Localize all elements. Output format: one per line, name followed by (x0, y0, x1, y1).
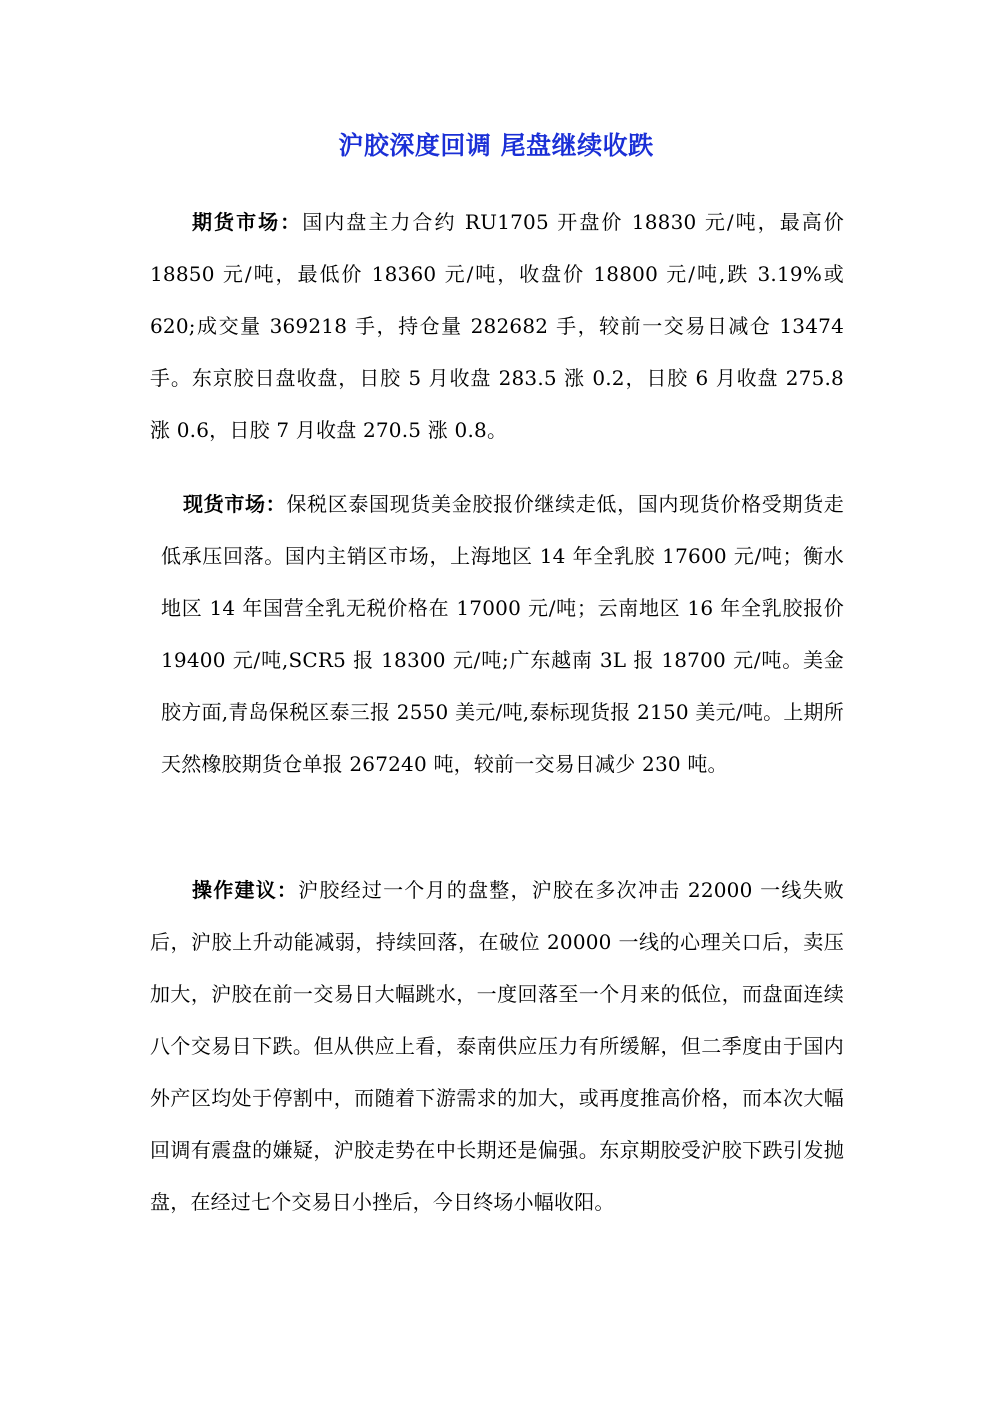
document-title: 沪胶深度回调 尾盘继续收跌 (338, 131, 654, 160)
futures-market-text: 国内盘主力合约 RU1705 开盘价 18830 元/吨，最高价 18850 元/吨，最低价 18360 元/吨，收盘价 18800 元/吨,跌 3.19%或 620;成交量 369218 手，持仓量 282682 手，较前一交易日减仓 13474 手。东京胶日盘收盘，日胶 5 月收盘 283.5 涨 0.2，日胶 6 月收盘 275.8 涨 0.6，日胶 7 月收盘 270.5 涨 0.8。 (150, 210, 844, 442)
futures-market-label: 期货市场： (192, 210, 303, 234)
futures-market-paragraph (150, 196, 844, 456)
trading-advice-text: 沪胶经过一个月的盘整，沪胶在多次冲击 22000 一线失败后，沪胶上升动能减弱，持续回落，在破位 20000 一线的心理关口后，卖压加大，沪胶在前一交易日大幅跳水，一度回落至一个月来的低位，而盘面连续八个交易日下跌。但从供应上看，泰南供应压力有所缓解，但二季度由于国内外产区均处于停割中，而随着下游需求的加大，或再度推高价格，而本次大幅回调有震盘的嫌疑，沪胶走势在中长期还是偏强。东京期胶受沪胶下跌引发抛盘，在经过七个交易日小挫后，今日终场小幅收阳。 (150, 878, 844, 1214)
spot-market-paragraph (161, 478, 844, 790)
trading-advice-paragraph (150, 864, 844, 1228)
spot-market-text: 保税区泰国现货美金胶报价继续走低，国内现货价格受期货走低承压回落。国内主销区市场，上海地区 14 年全乳胶 17600 元/吨；衡水地区 14 年国营全乳无税价格在 17000 元/吨；云南地区 16 年全乳胶报价 19400 元/吨,SCR5 报 18300 元/吨;广东越南 3L 报 18700 元/吨。美金胶方面,青岛保税区泰三报 2550 美元/吨,泰标现货报 2150 美元/吨。上期所天然橡胶期货仓单报 267240 吨，较前一交易日减少 230 吨。 (161, 492, 844, 776)
spot-market-label: 现货市场： (183, 492, 287, 516)
trading-advice-label: 操作建议： (192, 878, 299, 902)
